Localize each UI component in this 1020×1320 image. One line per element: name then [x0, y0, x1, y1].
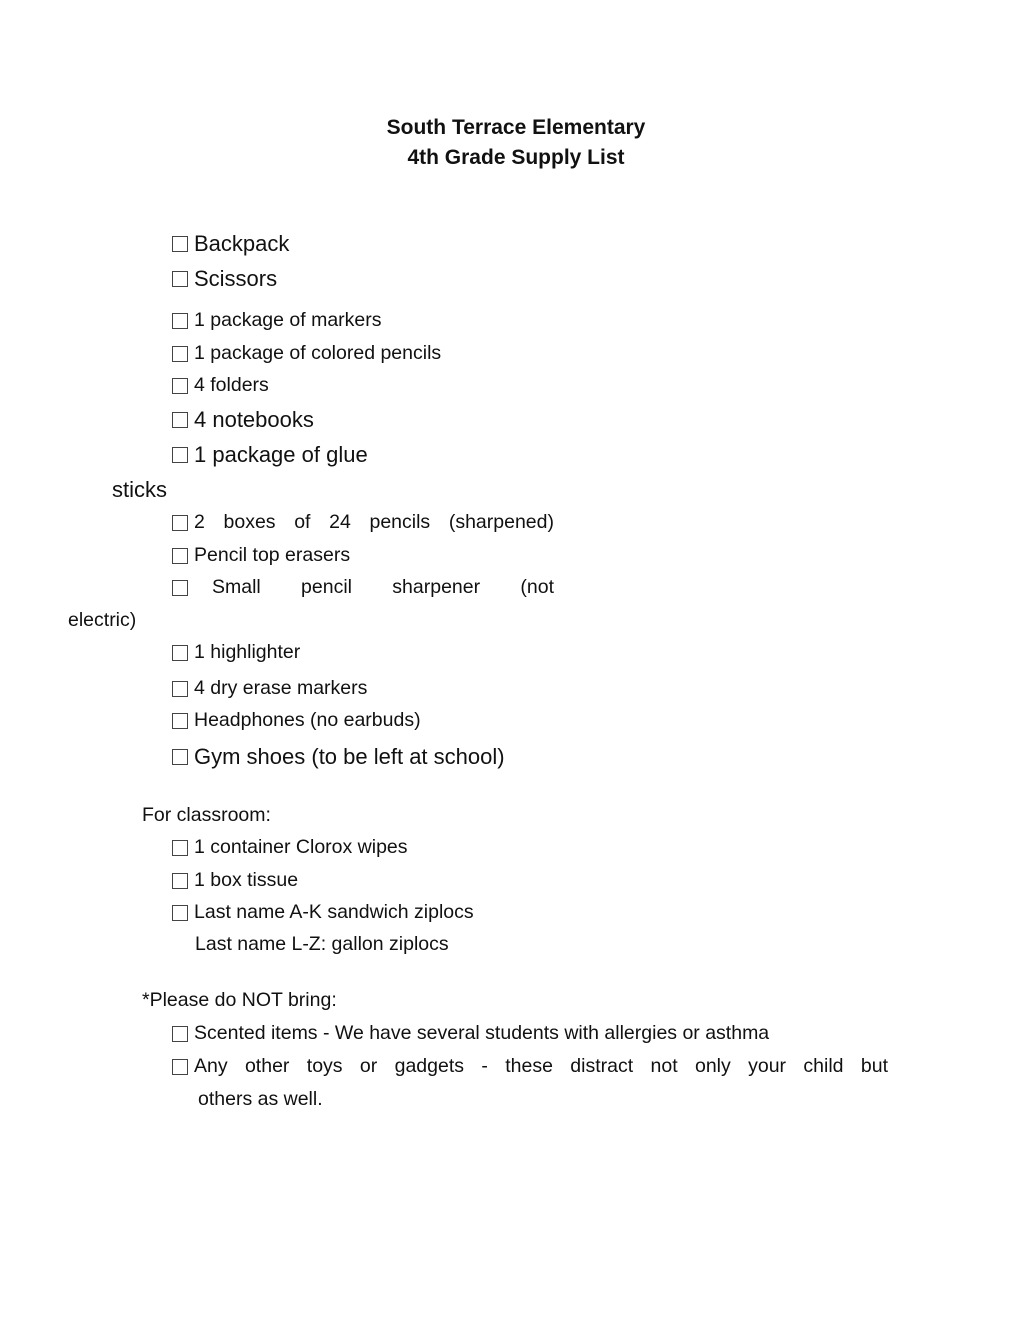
- checkbox-icon[interactable]: [172, 515, 188, 531]
- item-label: 2 boxes of 24 pencils (sharpened): [194, 511, 554, 533]
- checkbox-icon[interactable]: [172, 873, 188, 889]
- item-label-continued: sticks: [112, 477, 167, 502]
- list-item: [172, 643, 300, 663]
- checkbox-icon[interactable]: [172, 713, 188, 729]
- checkbox-icon[interactable]: [172, 1026, 188, 1042]
- checkbox-icon[interactable]: [172, 236, 188, 252]
- list-item: [172, 268, 277, 290]
- list-item: [172, 578, 554, 598]
- list-item: [172, 711, 421, 731]
- item-label-continued: Last name L-Z: gallon ziplocs: [195, 933, 449, 955]
- checkbox-icon[interactable]: [172, 645, 188, 661]
- item-label-continued: others as well.: [198, 1088, 323, 1110]
- item-label: Backpack: [194, 231, 290, 256]
- list-item: [172, 1057, 888, 1077]
- do-not-bring-heading: *Please do NOT bring:: [142, 989, 337, 1011]
- checkbox-icon[interactable]: [172, 681, 188, 697]
- list-item: [172, 546, 350, 566]
- list-item: [172, 311, 382, 331]
- classroom-heading: For classroom:: [142, 804, 271, 826]
- checkbox-icon[interactable]: [172, 580, 188, 596]
- list-item: [172, 513, 554, 533]
- checkbox-icon[interactable]: [172, 840, 188, 856]
- item-label: 4 folders: [194, 374, 269, 396]
- list-item: [172, 376, 269, 396]
- list-item: [172, 679, 367, 699]
- page-title: 4th Grade Supply List: [407, 146, 625, 169]
- checkbox-icon[interactable]: [172, 548, 188, 564]
- checkbox-icon[interactable]: [172, 905, 188, 921]
- item-label: 4 notebooks: [194, 407, 314, 432]
- checkbox-icon[interactable]: [172, 1059, 188, 1075]
- list-item: [172, 344, 441, 364]
- list-item: [172, 903, 474, 923]
- checkbox-icon[interactable]: [172, 412, 188, 428]
- item-label: 1 container Clorox wipes: [194, 836, 408, 858]
- item-label: Last name A-K sandwich ziplocs: [194, 901, 474, 923]
- checkbox-icon[interactable]: [172, 447, 188, 463]
- list-item: [172, 838, 408, 858]
- list-item: [172, 871, 298, 891]
- list-item: [172, 1024, 769, 1044]
- list-item: [172, 746, 505, 768]
- checkbox-icon[interactable]: [172, 749, 188, 765]
- item-label: Pencil top erasers: [194, 544, 351, 566]
- item-label: Scissors: [194, 266, 278, 291]
- list-item: [172, 409, 314, 431]
- checkbox-icon[interactable]: [172, 271, 188, 287]
- item-label: Gym shoes (to be left at school): [194, 744, 505, 769]
- list-item: [172, 444, 368, 466]
- item-label: 1 package of markers: [194, 309, 382, 331]
- item-label: 1 highlighter: [194, 641, 301, 663]
- item-label-continued: electric): [68, 609, 137, 631]
- item-label: Scented items - We have several students with allergies or asthma: [194, 1022, 770, 1044]
- item-label: Headphones (no earbuds): [194, 709, 421, 731]
- item-label: 1 package of colored pencils: [194, 342, 442, 364]
- item-label: 4 dry erase markers: [194, 677, 368, 699]
- list-item: [172, 233, 289, 255]
- item-label: Any other toys or gadgets - these distract not only your child but: [194, 1055, 888, 1077]
- item-label: 1 box tissue: [194, 869, 299, 891]
- checkbox-icon[interactable]: [172, 346, 188, 362]
- item-label: Small pencil sharpener (not: [212, 576, 554, 598]
- item-label: 1 package of glue: [194, 442, 368, 467]
- checkbox-icon[interactable]: [172, 378, 188, 394]
- checkbox-icon[interactable]: [172, 313, 188, 329]
- school-name: South Terrace Elementary: [386, 116, 646, 139]
